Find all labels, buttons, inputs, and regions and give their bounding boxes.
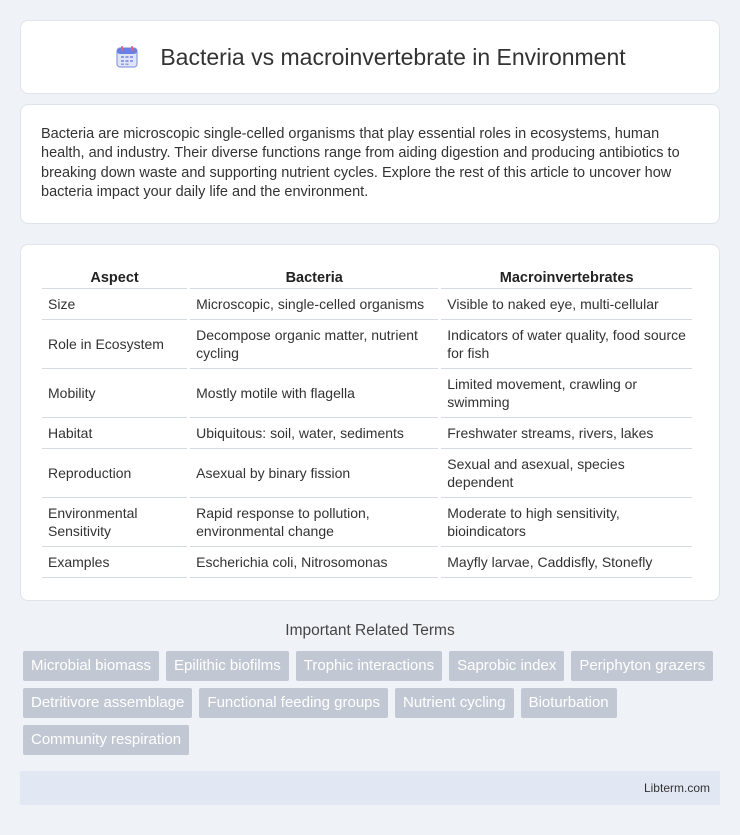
tag-epilithic-biofilms[interactable]: Epilithic biofilms: [166, 651, 289, 681]
table-row: [42, 418, 692, 449]
cell-aspect: Environmental Sensitivity: [42, 498, 187, 547]
cell-macroinvertebrates: Visible to naked eye, multi-cellular: [441, 289, 692, 320]
table-row: [42, 369, 692, 418]
comparison-table: [39, 265, 695, 578]
tag-community-respiration[interactable]: Community respiration: [23, 725, 189, 755]
cell-aspect: Examples: [42, 547, 187, 578]
cell-aspect: Reproduction: [42, 449, 187, 498]
header-bacteria: Bacteria: [190, 265, 438, 289]
footer: [20, 771, 720, 805]
cell-aspect: Size: [42, 289, 187, 320]
related-terms-list: [20, 651, 720, 755]
header-aspect: Aspect: [42, 265, 187, 289]
tag-microbial-biomass[interactable]: Microbial biomass: [23, 651, 159, 681]
cell-macroinvertebrates: Moderate to high sensitivity, bioindicators: [441, 498, 692, 547]
related-terms-title: Important Related Terms: [285, 622, 455, 639]
tag-trophic-interactions[interactable]: Trophic interactions: [296, 651, 442, 681]
comparison-card: [20, 244, 720, 601]
cell-macroinvertebrates: Indicators of water quality, food source for fish: [441, 320, 692, 369]
intro-card: [20, 104, 720, 224]
title-card: [20, 20, 720, 94]
tag-saprobic-index[interactable]: Saprobic index: [449, 651, 564, 681]
table-row: [42, 547, 692, 578]
cell-bacteria: Ubiquitous: soil, water, sediments: [190, 418, 438, 449]
cell-aspect: Habitat: [42, 418, 187, 449]
tag-bioturbation[interactable]: Bioturbation: [521, 688, 617, 718]
cell-macroinvertebrates: Mayfly larvae, Caddisfly, Stonefly: [441, 547, 692, 578]
table-header-row: [42, 265, 692, 289]
cell-bacteria: Microscopic, single-celled organisms: [190, 289, 438, 320]
footer-site-link[interactable]: Libterm.com: [643, 781, 710, 795]
cell-aspect: Role in Ecosystem: [42, 320, 187, 369]
cell-macroinvertebrates: Freshwater streams, rivers, lakes: [441, 418, 692, 449]
tag-periphyton-grazers[interactable]: Periphyton grazers: [571, 651, 713, 681]
table-row: [42, 289, 692, 320]
table-row: [42, 498, 692, 547]
cell-bacteria: Mostly motile with flagella: [190, 369, 438, 418]
cell-aspect: Mobility: [42, 369, 187, 418]
cell-bacteria: Escherichia coli, Nitrosomonas: [190, 547, 438, 578]
page-title: Bacteria vs macroinvertebrate in Environment: [160, 43, 626, 70]
table-row: [42, 320, 692, 369]
cell-macroinvertebrates: Sexual and asexual, species dependent: [441, 449, 692, 498]
cell-bacteria: Asexual by binary fission: [190, 449, 438, 498]
table-row: [42, 449, 692, 498]
tag-nutrient-cycling[interactable]: Nutrient cycling: [395, 688, 514, 718]
intro-text: Bacteria are microscopic single-celled organisms that play essential roles in ecosystems, human health, and industry. Their diverse functions range from aiding digestion and producing antibiotics to breaking down waste and supporting nutrient cycles. Explore the rest of this article to uncover how bacteria impact your daily life and the environment.: [41, 126, 680, 200]
tag-detritivore-assemblage[interactable]: Detritivore assemblage: [23, 688, 192, 718]
cell-macroinvertebrates: Limited movement, crawling or swimming: [441, 369, 692, 418]
header-macroinvertebrates: Macroinvertebrates: [441, 265, 692, 289]
cell-bacteria: Rapid response to pollution, environmental change: [190, 498, 438, 547]
calendar-icon: [114, 44, 140, 70]
tag-functional-feeding-groups[interactable]: Functional feeding groups: [199, 688, 388, 718]
cell-bacteria: Decompose organic matter, nutrient cycling: [190, 320, 438, 369]
